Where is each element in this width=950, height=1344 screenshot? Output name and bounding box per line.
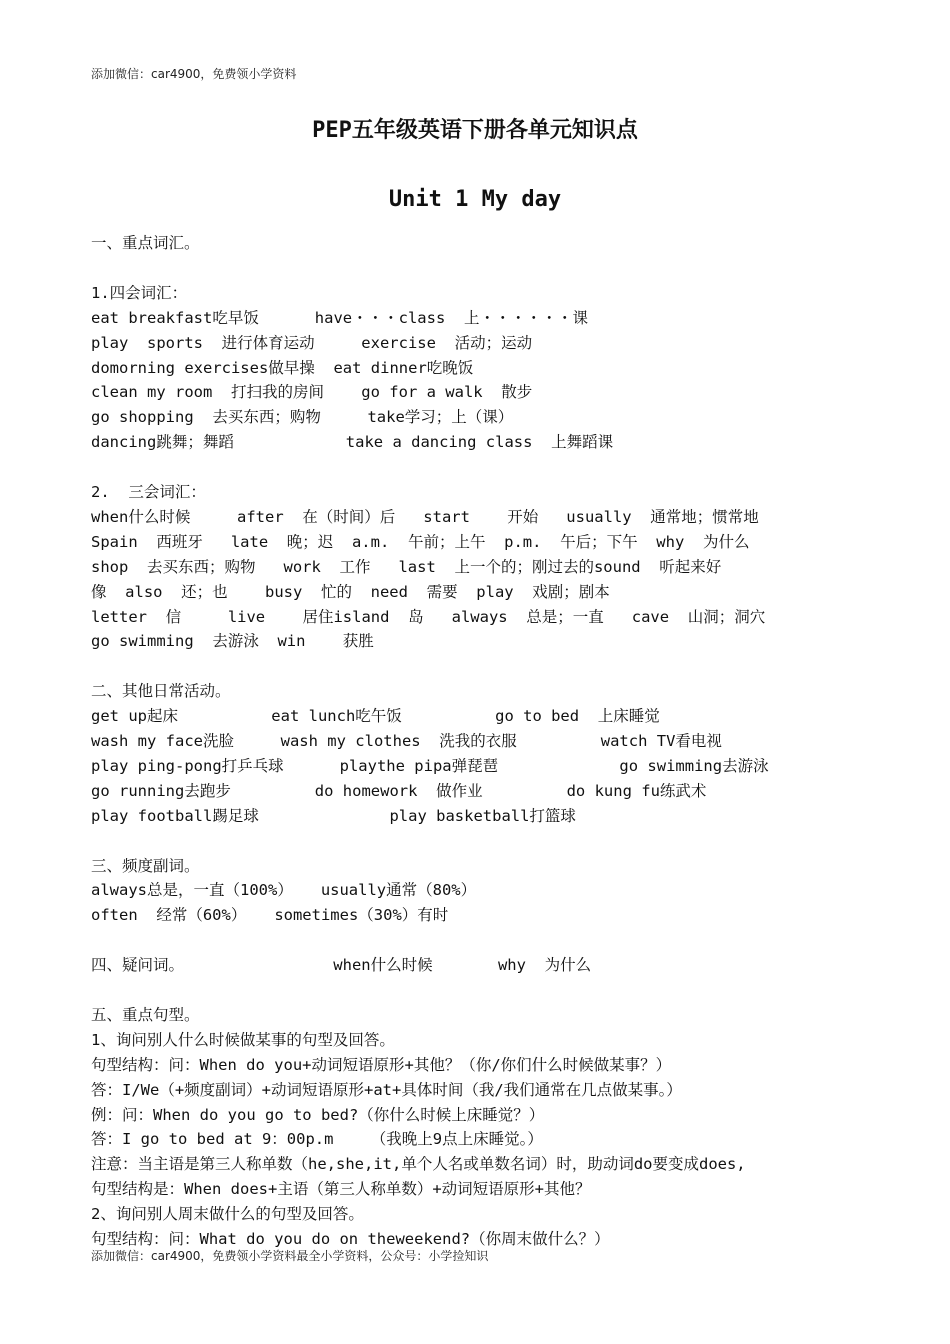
header-note: 添加微信：car4900，免费领小学资料 — [91, 67, 297, 81]
text-line: go shopping 去买东西；购物 take学习；上（课） — [91, 408, 514, 427]
text-line: letter 信 live 居住island 岛 always 总是；一直 cave 山洞；洞穴 — [91, 607, 766, 626]
text-line: play sports 进行体育运动 exercise 活动；运动 — [91, 333, 533, 352]
text-line: wash my face洗脸 wash my clothes 洗我的衣服 watch TV看电视 — [91, 732, 722, 750]
text-line: play ping-pong打乒乓球 playthe pipa弹琵琶 go swimming去游泳 — [91, 756, 769, 775]
text-line: 2. 三会词汇： — [91, 483, 206, 501]
unit-title: Unit 1 My day — [388, 187, 562, 212]
text-line: play football踢足球 play basketball打篮球 — [91, 806, 576, 825]
text-line: shop 去买东西；购物 work 工作 last 上一个的；刚过去的sound 听起来好 — [91, 557, 722, 576]
text-line: Spain 西班牙 late 晚；迟 a.m. 午前；上午 p.m. 午后；下午 why 为什么 — [91, 532, 750, 551]
text-line: 五、重点句型。 — [91, 1005, 200, 1024]
text-line: 三、频度副词。 — [91, 856, 200, 875]
text-line: dancing跳舞；舞蹈 take a dancing class 上舞蹈课 — [91, 433, 614, 452]
text-line: eat breakfast吃早饭 have・・・class 上・・・・・・课 — [91, 308, 588, 327]
text-line: always总是，一直（100%） usually通常（80%） — [91, 881, 477, 900]
text-line: clean my room 打扫我的房间 go for a walk 散步 — [91, 383, 533, 402]
text-line: 一、重点词汇。 — [91, 234, 200, 252]
document-title: PEP五年级英语下册各单元知识点 — [312, 118, 638, 143]
text-line: often 经常（60%） sometimes（30%）有时 — [91, 906, 449, 925]
text-line: go running去跑步 do homework 做作业 do kung fu练武术 — [91, 781, 707, 800]
text-line: 句型结构：问：What do you do on theweekend?（你周末做什么？） — [91, 1230, 610, 1248]
text-line: 像 also 还；也 busy 忙的 need 需要 play 戏剧；剧本 — [91, 582, 610, 601]
text-line: 句型结构：问：When do you+动词短语原形+其他？（你/你们什么时候做某事？） — [91, 1055, 672, 1074]
text-line: 1、询问别人什么时候做某事的句型及回答。 — [91, 1030, 395, 1049]
text-line: 答：I/We（+频度副词）+动词短语原形+at+具体时间（我/我们通常在几点做某事。） — [91, 1080, 682, 1099]
text-line: 四、疑问词。 when什么时候 why 为什么 — [91, 956, 592, 975]
text-line: when什么时候 after 在（时间）后 start 开始 usually 通常地；惯常地 — [91, 507, 759, 526]
text-line: 答：I go to bed at 9：00p.m （我晚上9点上床睡觉。） — [91, 1130, 543, 1149]
text-line: 注意：当主语是第三人称单数（he,she,it,单个人名或单数名词）时，助动词do要变成does, — [91, 1155, 746, 1174]
text-line: 1.四会词汇： — [91, 283, 188, 302]
text-line: 2、询问别人周末做什么的句型及回答。 — [91, 1205, 364, 1224]
footer-note: 添加微信：car4900，免费领小学资料最全小学资料，公众号：小学捡知识 — [91, 1249, 489, 1263]
text-line: 例：问：When do you go to bed?（你什么时候上床睡觉？） — [91, 1105, 545, 1124]
text-line: 句型结构是：When does+主语（第三人称单数）+动词短语原形+其他？ — [91, 1180, 591, 1199]
text-line: 二、其他日常活动。 — [91, 682, 231, 701]
text-line: get up起床 eat lunch吃午饭 go to bed 上床睡觉 — [91, 707, 660, 726]
text-line: domorning exercises做早操 eat dinner吃晚饭 — [91, 358, 474, 377]
text-line: go swimming 去游泳 win 获胜 — [91, 632, 374, 651]
